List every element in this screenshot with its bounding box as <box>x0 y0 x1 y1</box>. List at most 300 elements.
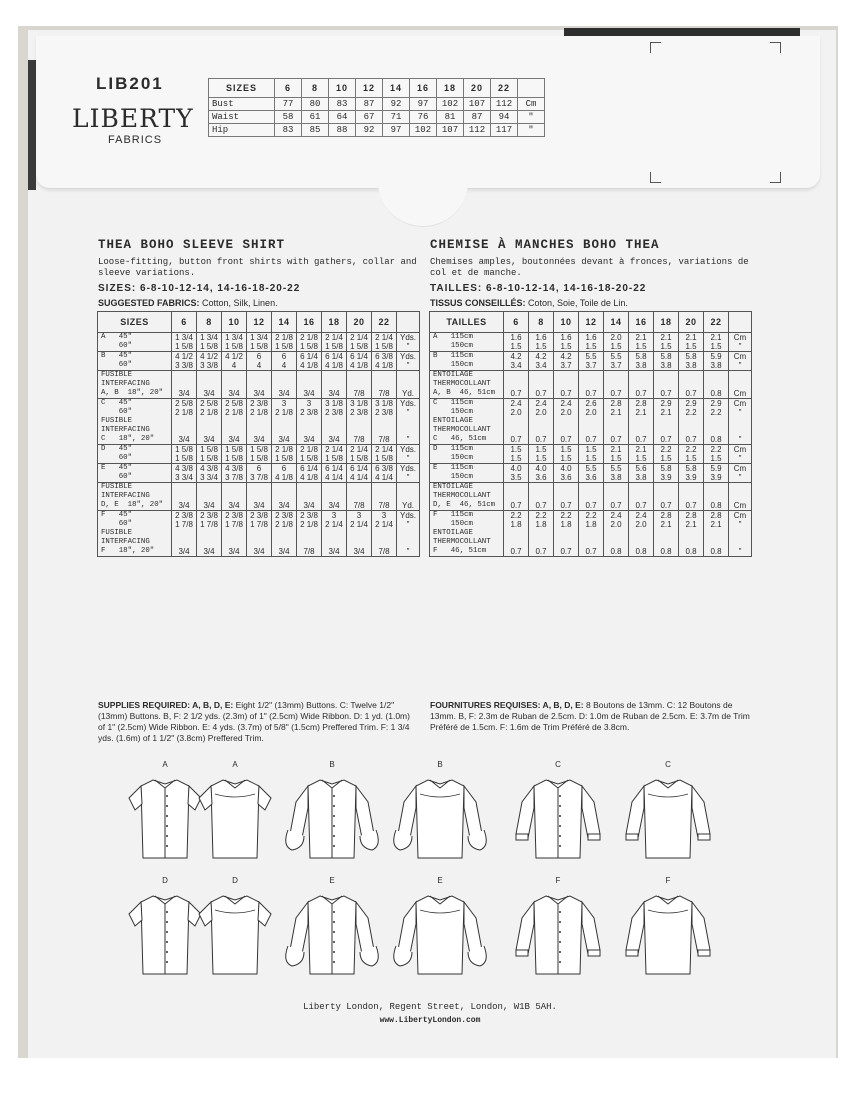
yardage-cell: 4.2 3.4 <box>504 352 529 371</box>
sketch-label: C <box>555 760 561 769</box>
yardage-cell: 2.2 1.8 0.7 <box>554 511 579 557</box>
size-header-cell: 12 <box>356 79 383 98</box>
shirt-sketch <box>618 888 718 983</box>
measurement-cell: 102 <box>410 124 437 137</box>
yardage-cell: 2 1/4 1 5/8 <box>372 333 397 352</box>
yardage-cell: 1 5/8 1 5/8 <box>222 445 247 464</box>
shirt-sketch <box>282 772 382 867</box>
yardage-cell: 4.0 3.5 <box>504 464 529 483</box>
yardage-unit-cell: Cm " <box>729 352 752 371</box>
measurement-cell: 64 <box>329 111 356 124</box>
shirt-sketch <box>185 772 285 867</box>
yardage-cell: 2 5/8 2 1/8 3/4 <box>172 399 197 445</box>
yardage-cell: 0.7 <box>679 483 704 511</box>
yardage-header-label: TAILLES <box>430 312 504 333</box>
sketch-label: C <box>665 760 671 769</box>
yardage-row-label: F 45" 60" FUSIBLE INTERFACING F 18", 20" <box>98 511 172 557</box>
footer-url[interactable]: www.LibertyLondon.com <box>379 1016 481 1025</box>
yardage-cell: 4.0 3.6 <box>529 464 554 483</box>
yardage-cell: 3 1/8 2 3/8 3/4 <box>322 399 347 445</box>
yardage-cell: 2.1 1.5 <box>654 333 679 352</box>
body-measurements-table <box>208 78 545 137</box>
yardage-cell: 0.7 <box>579 371 604 399</box>
yardage-size-cell: 20 <box>347 312 372 333</box>
measurement-cell: 80 <box>302 98 329 111</box>
size-header-cell: 8 <box>302 79 329 98</box>
french-column <box>430 238 756 308</box>
yardage-cell: 5.5 3.6 <box>579 464 604 483</box>
yardage-row-label: B 45" 60" <box>98 352 172 371</box>
measurement-row <box>209 124 545 137</box>
yardage-cell: 3/4 <box>272 371 297 399</box>
unit-header-cell <box>518 79 545 98</box>
yardage-row <box>98 371 420 399</box>
yardage-size-cell: 8 <box>197 312 222 333</box>
yardage-size-cell: 20 <box>679 312 704 333</box>
yardage-row-label: ENTOILAGE THERMOCOLLANT D, E 46, 51cm <box>430 483 504 511</box>
yardage-row-label: E 115cm 150cm <box>430 464 504 483</box>
yardage-cell: 2 1/4 1 5/8 <box>372 445 397 464</box>
yardage-cell: 3/4 <box>197 371 222 399</box>
yardage-cell: 2.8 2.1 0.7 <box>604 399 629 445</box>
footer-address: Liberty London, Regent Street, London, W1B 5AH. <box>303 1002 557 1012</box>
yardage-cell: 2.4 2.0 0.8 <box>629 511 654 557</box>
yardage-cell: 2 3/8 1 7/8 3/4 <box>197 511 222 557</box>
yardage-cell: 0.7 <box>604 483 629 511</box>
size-header-cell: 20 <box>464 79 491 98</box>
yardage-unit-header <box>729 312 752 333</box>
yardage-cell: 3/4 <box>222 483 247 511</box>
measurement-label: Hip <box>209 124 275 137</box>
shirt-sketch <box>508 888 608 983</box>
yardage-cell: 3/4 <box>197 483 222 511</box>
size-header-cell: 22 <box>491 79 518 98</box>
yardage-cell: 0.7 <box>529 483 554 511</box>
yardage-cell: 2 1/8 1 5/8 <box>297 333 322 352</box>
yardage-cell: 2.8 2.1 0.8 <box>654 511 679 557</box>
yardage-header-row <box>98 312 420 333</box>
yardage-cell: 4 3/8 3 3/4 <box>172 464 197 483</box>
measurement-cell: 102 <box>437 98 464 111</box>
measurement-cell: 67 <box>356 111 383 124</box>
yardage-cell: 6 4 1/8 <box>272 464 297 483</box>
yardage-cell: 5.8 3.9 <box>654 464 679 483</box>
yardage-cell: 7/8 <box>347 483 372 511</box>
size-header-cell: 18 <box>437 79 464 98</box>
yardage-cell: 3/4 <box>172 371 197 399</box>
yardage-unit-cell: Cm " " <box>729 399 752 445</box>
yardage-cell: 5.8 3.8 <box>679 352 704 371</box>
yardage-cell: 6 1/4 4 1/4 <box>347 464 372 483</box>
yardage-size-cell: 16 <box>297 312 322 333</box>
yardage-size-cell: 18 <box>322 312 347 333</box>
yardage-row-label: ENTOILAGE THERMOCOLLANT A, B 46, 51cm <box>430 371 504 399</box>
measurement-cell: 61 <box>302 111 329 124</box>
sketch-label: B <box>329 760 335 769</box>
yardage-cell: 3/4 <box>322 371 347 399</box>
yardage-size-cell: 6 <box>172 312 197 333</box>
measurement-cell: 97 <box>383 124 410 137</box>
shirt-sketch <box>508 772 608 867</box>
yardage-header-label: SIZES <box>98 312 172 333</box>
yardage-cell: 6 1/4 4 1/4 <box>322 464 347 483</box>
yardage-cell: 0.7 <box>654 371 679 399</box>
size-header-cell: 14 <box>383 79 410 98</box>
yardage-cell: 6 1/4 4 1/8 <box>322 352 347 371</box>
size-header-cell: 16 <box>410 79 437 98</box>
measurement-cell: 97 <box>410 98 437 111</box>
yardage-cell: 2.8 2.1 0.8 <box>704 511 729 557</box>
measurement-label: Bust <box>209 98 275 111</box>
english-supplies <box>98 700 418 744</box>
english-fabrics-label: SUGGESTED FABRICS: <box>98 298 200 308</box>
yardage-cell: 2.1 1.5 <box>604 445 629 464</box>
yardage-cell: 3/4 <box>297 483 322 511</box>
yardage-cell: 2.6 2.0 0.7 <box>579 399 604 445</box>
measurement-cell: 117 <box>491 124 518 137</box>
measurement-cell: 88 <box>329 124 356 137</box>
yardage-row-label: D 115cm 150cm <box>430 445 504 464</box>
yardage-cell: 5.8 3.8 <box>629 352 654 371</box>
yardage-row-label: A 45" 60" <box>98 333 172 352</box>
yardage-cell: 4.2 3.7 <box>554 352 579 371</box>
measurement-cell: 71 <box>383 111 410 124</box>
yardage-cell: 0.7 <box>629 371 654 399</box>
english-yardage-table <box>97 311 420 557</box>
yardage-cell: 2.2 1.5 <box>679 445 704 464</box>
english-description: Loose-fitting, button front shirts with gathers, collar and sleeve variations. <box>98 257 417 278</box>
measurement-cell: 76 <box>410 111 437 124</box>
yardage-size-cell: 14 <box>604 312 629 333</box>
yardage-cell: 2 1/4 1 5/8 <box>322 445 347 464</box>
yardage-unit-cell: Cm <box>729 371 752 399</box>
yardage-cell: 1.5 1.5 <box>504 445 529 464</box>
yardage-cell: 1.6 1.5 <box>529 333 554 352</box>
yardage-unit-cell: Yd. <box>397 371 420 399</box>
yardage-cell: 2.8 2.1 0.8 <box>679 511 704 557</box>
yardage-cell: 4 3/8 3 3/4 <box>197 464 222 483</box>
size-header-row <box>209 79 545 98</box>
yardage-cell: 2 1/8 1 5/8 <box>272 445 297 464</box>
yardage-row <box>430 445 752 464</box>
yardage-size-cell: 14 <box>272 312 297 333</box>
measurement-cell: 58 <box>275 111 302 124</box>
yardage-unit-cell: Yds. " <box>397 352 420 371</box>
yardage-cell: 4 1/2 3 3/8 <box>197 352 222 371</box>
sketch-label: E <box>329 876 335 885</box>
yardage-cell: 3 2 1/4 3/4 <box>322 511 347 557</box>
yardage-cell: 1.6 1.5 <box>504 333 529 352</box>
yardage-unit-cell: Yd. <box>397 483 420 511</box>
yardage-cell: 1 3/4 1 5/8 <box>222 333 247 352</box>
yardage-cell: 2 1/4 1 5/8 <box>347 333 372 352</box>
measurement-cell: 107 <box>437 124 464 137</box>
size-header-cell: 6 <box>275 79 302 98</box>
measurement-cell: 94 <box>491 111 518 124</box>
french-fabrics-list: Coton, Soie, Toile de Lin. <box>528 298 628 308</box>
yardage-cell: 2 1/8 1 5/8 <box>272 333 297 352</box>
french-sizes: TAILLES: 6-8-10-12-14, 14-16-18-20-22 <box>430 283 647 294</box>
yardage-cell: 4.2 3.4 <box>529 352 554 371</box>
yardage-row <box>98 399 420 445</box>
yardage-cell: 1 3/4 1 5/8 <box>172 333 197 352</box>
shirt-sketch <box>185 888 285 983</box>
english-fabrics <box>98 298 424 308</box>
measurement-cell: 83 <box>329 98 356 111</box>
measurement-row <box>209 111 545 124</box>
yardage-cell: 4 3/8 3 7/8 <box>222 464 247 483</box>
yardage-cell: 5.5 3.8 <box>604 464 629 483</box>
yardage-cell: 2 3/8 1 7/8 3/4 <box>222 511 247 557</box>
yardage-cell: 2.2 1.5 <box>704 445 729 464</box>
french-supplies-label: FOURNITURES REQUISES: A, B, D, E: <box>430 700 584 710</box>
yardage-cell: 3 2 1/4 3/4 <box>347 511 372 557</box>
yardage-cell: 2.9 2.2 0.7 <box>679 399 704 445</box>
french-description: Chemises amples, boutonnées devant à fronces, variations de col et de manche. <box>430 257 749 278</box>
yardage-cell: 5.8 3.8 <box>654 352 679 371</box>
english-supplies-text: Eight 1/2" (13mm) Buttons. C: Twelve 1/2" (13mm) Buttons. B, F: 2 1/2 yds. (2.3m) of 1" (2.5cm) Wide Ribbon. D: 1 yd. (1.0m) of 1" (2.5cm) Wide Ribbon. E: 4 yds. (3.7m) of 5/8" (1.5cm) Preffered Trim. F: 1 3/4 yds. (1.6m) of 1 1/2" (3.8cm) Preffered Trim. <box>98 700 410 743</box>
yardage-unit-header <box>397 312 420 333</box>
sketch-label: F <box>665 876 671 885</box>
yardage-cell: 3/4 <box>322 483 347 511</box>
yardage-cell: 2.8 2.1 0.7 <box>629 399 654 445</box>
yardage-header-row <box>430 312 752 333</box>
yardage-cell: 5.8 3.9 <box>679 464 704 483</box>
yardage-cell: 2 5/8 2 1/8 3/4 <box>222 399 247 445</box>
yardage-unit-cell: Cm " <box>729 445 752 464</box>
sketch-label: B <box>437 760 443 769</box>
yardage-cell: 2 3/8 2 1/8 7/8 <box>297 511 322 557</box>
yardage-size-cell: 22 <box>704 312 729 333</box>
yardage-row <box>98 445 420 464</box>
yardage-row <box>98 511 420 557</box>
yardage-cell: 4 1/2 4 <box>222 352 247 371</box>
shirt-sketch <box>282 888 382 983</box>
yardage-size-cell: 12 <box>247 312 272 333</box>
measurement-cell: 85 <box>302 124 329 137</box>
yardage-cell: 3/4 <box>297 371 322 399</box>
yardage-cell: 2 3/8 2 1/8 3/4 <box>247 399 272 445</box>
yardage-row-label: D 45" 60" <box>98 445 172 464</box>
yardage-size-cell: 8 <box>529 312 554 333</box>
size-header-cell: 10 <box>329 79 356 98</box>
yardage-cell: 6 1/4 4 1/8 <box>297 464 322 483</box>
yardage-row <box>430 371 752 399</box>
yardage-cell: 3/4 <box>247 483 272 511</box>
sketch-label: D <box>162 876 168 885</box>
yardage-cell: 7/8 <box>347 371 372 399</box>
sketch-label: F <box>555 876 561 885</box>
yardage-cell: 1.5 1.5 <box>579 445 604 464</box>
yardage-cell: 2.2 1.8 0.7 <box>579 511 604 557</box>
yardage-cell: 1 5/8 1 5/8 <box>172 445 197 464</box>
measurement-cell: 83 <box>275 124 302 137</box>
yardage-unit-cell: Yds. " <box>397 445 420 464</box>
yardage-size-cell: 10 <box>222 312 247 333</box>
yardage-cell: 1.5 1.5 <box>554 445 579 464</box>
crop-mark <box>650 42 661 53</box>
yardage-cell: 2 5/8 2 1/8 3/4 <box>197 399 222 445</box>
yardage-cell: 0.8 <box>704 483 729 511</box>
yardage-cell: 1 3/4 1 5/8 <box>197 333 222 352</box>
yardage-size-cell: 16 <box>629 312 654 333</box>
measurement-cell: 112 <box>491 98 518 111</box>
yardage-cell: 2 3/8 2 1/8 3/4 <box>272 511 297 557</box>
sketch-label: E <box>437 876 443 885</box>
english-title: THEA BOHO SLEEVE SHIRT <box>98 238 286 252</box>
yardage-cell: 3 2 1/4 7/8 <box>372 511 397 557</box>
measurement-unit: Cm <box>518 98 545 111</box>
french-yardage-table <box>429 311 752 557</box>
measurement-unit: " <box>518 111 545 124</box>
yardage-row-label: C 115cm 150cm ENTOILAGE THERMOCOLLANT C 46, 51cm <box>430 399 504 445</box>
sketch-label: A <box>232 760 238 769</box>
yardage-cell: 2.9 2.2 0.8 <box>704 399 729 445</box>
shirt-sketch <box>618 772 718 867</box>
measurement-label: Waist <box>209 111 275 124</box>
french-fabrics <box>430 298 756 308</box>
yardage-cell: 2.0 1.5 <box>604 333 629 352</box>
measurement-cell: 77 <box>275 98 302 111</box>
yardage-cell: 4 1/2 3 3/8 <box>172 352 197 371</box>
yardage-cell: 0.7 <box>654 483 679 511</box>
measurement-cell: 92 <box>356 124 383 137</box>
yardage-cell: 7/8 <box>372 483 397 511</box>
envelope-edge-left <box>28 60 36 190</box>
crop-mark <box>770 172 781 183</box>
yardage-cell: 5.5 3.7 <box>579 352 604 371</box>
yardage-cell: 2.1 1.5 <box>629 445 654 464</box>
yardage-cell: 7/8 <box>372 371 397 399</box>
yardage-unit-cell: Cm " <box>729 464 752 483</box>
yardage-size-cell: 22 <box>372 312 397 333</box>
yardage-cell: 6 4 <box>247 352 272 371</box>
shirt-sketch <box>390 772 490 867</box>
yardage-cell: 0.7 <box>504 483 529 511</box>
yardage-cell: 2 1/8 1 5/8 <box>297 445 322 464</box>
yardage-cell: 0.7 <box>629 483 654 511</box>
sketch-label: D <box>232 876 238 885</box>
yardage-cell: 0.7 <box>579 483 604 511</box>
yardage-size-cell: 10 <box>554 312 579 333</box>
yardage-cell: 3/4 <box>272 483 297 511</box>
yardage-cell: 0.7 <box>604 371 629 399</box>
yardage-cell: 0.7 <box>504 371 529 399</box>
crop-mark <box>650 172 661 183</box>
shirt-sketch <box>390 888 490 983</box>
yardage-unit-cell: Cm " <box>729 333 752 352</box>
yardage-row <box>430 464 752 483</box>
french-fabrics-label: TISSUS CONSEILLÉS: <box>430 298 526 308</box>
yardage-row-label: A 115cm 150cm <box>430 333 504 352</box>
yardage-cell: 2.4 2.0 0.7 <box>554 399 579 445</box>
size-header-label: SIZES <box>209 79 275 98</box>
yardage-cell: 0.7 <box>679 371 704 399</box>
yardage-cell: 3/4 <box>222 371 247 399</box>
yardage-cell: 1.6 1.5 <box>554 333 579 352</box>
measurement-cell: 107 <box>464 98 491 111</box>
yardage-cell: 2.9 2.1 0.7 <box>654 399 679 445</box>
yardage-cell: 1.5 1.5 <box>529 445 554 464</box>
yardage-cell: 0.7 <box>554 483 579 511</box>
measurement-cell: 92 <box>383 98 410 111</box>
yardage-unit-cell: Cm " " <box>729 511 752 557</box>
liberty-logo: LIBERTY <box>72 104 194 133</box>
measurement-row <box>209 98 545 111</box>
liberty-logo-sub: FABRICS <box>108 134 163 146</box>
french-title: CHEMISE À MANCHES BOHO THEA <box>430 238 660 252</box>
yardage-cell: 6 1/4 4 1/8 <box>347 352 372 371</box>
yardage-cell: 1.6 1.5 <box>579 333 604 352</box>
yardage-cell: 2 3/8 1 7/8 3/4 <box>172 511 197 557</box>
yardage-cell: 6 4 <box>272 352 297 371</box>
pattern-code: LIB201 <box>96 74 164 93</box>
yardage-row <box>98 464 420 483</box>
yardage-cell: 3/4 <box>172 483 197 511</box>
yardage-row-label: B 115cm 150cm <box>430 352 504 371</box>
yardage-row <box>430 399 752 445</box>
yardage-cell: 3/4 <box>247 371 272 399</box>
yardage-unit-cell: Yds. " " <box>397 511 420 557</box>
yardage-row <box>98 352 420 371</box>
yardage-cell: 3 1/8 2 3/8 7/8 <box>372 399 397 445</box>
yardage-unit-cell: Yds. " " <box>397 399 420 445</box>
measurement-unit: " <box>518 124 545 137</box>
yardage-cell: 2.1 1.5 <box>629 333 654 352</box>
yardage-row <box>430 333 752 352</box>
measurement-cell: 87 <box>356 98 383 111</box>
yardage-cell: 3 1/8 2 3/8 7/8 <box>347 399 372 445</box>
yardage-cell: 5.9 3.9 <box>704 464 729 483</box>
yardage-row <box>430 352 752 371</box>
yardage-cell: 2.2 1.5 <box>654 445 679 464</box>
yardage-cell: 3 2 1/8 3/4 <box>272 399 297 445</box>
yardage-unit-cell: Cm <box>729 483 752 511</box>
yardage-cell: 2.4 2.0 0.7 <box>529 399 554 445</box>
yardage-cell: 2.2 1.8 0.7 <box>529 511 554 557</box>
measurement-cell: 87 <box>464 111 491 124</box>
yardage-cell: 5.5 3.7 <box>604 352 629 371</box>
yardage-cell: 2.4 2.0 0.8 <box>604 511 629 557</box>
yardage-row-label: FUSIBLE INTERFACING A, B 18", 20" <box>98 371 172 399</box>
yardage-cell: 2 1/4 1 5/8 <box>322 333 347 352</box>
crop-mark <box>770 42 781 53</box>
yardage-size-cell: 6 <box>504 312 529 333</box>
yardage-cell: 1 5/8 1 5/8 <box>247 445 272 464</box>
yardage-cell: 2 3/8 1 7/8 3/4 <box>247 511 272 557</box>
english-supplies-label: SUPPLIES REQUIRED: A, B, D, E: <box>98 700 234 710</box>
yardage-cell: 4.0 3.6 <box>554 464 579 483</box>
yardage-size-cell: 12 <box>579 312 604 333</box>
yardage-unit-cell: Yds. " <box>397 333 420 352</box>
yardage-row-label: F 115cm 150cm ENTOILAGE THERMOCOLLANT F 46, 51cm <box>430 511 504 557</box>
english-sizes: SIZES: 6-8-10-12-14, 14-16-18-20-22 <box>98 283 301 294</box>
yardage-unit-cell: Yds. " <box>397 464 420 483</box>
yardage-cell: 5.6 3.8 <box>629 464 654 483</box>
measurement-cell: 112 <box>464 124 491 137</box>
yardage-row <box>430 483 752 511</box>
yardage-row-label: FUSIBLE INTERFACING D, E 18", 20" <box>98 483 172 511</box>
yardage-size-cell: 18 <box>654 312 679 333</box>
yardage-cell: 2.4 2.0 0.7 <box>504 399 529 445</box>
yardage-cell: 0.7 <box>529 371 554 399</box>
french-supplies <box>430 700 750 733</box>
english-column <box>98 238 424 308</box>
english-fabrics-list: Cotton, Silk, Linen. <box>202 298 278 308</box>
yardage-row-label: C 45" 60" FUSIBLE INTERFACING C 18", 20" <box>98 399 172 445</box>
yardage-cell: 2.1 1.5 <box>679 333 704 352</box>
yardage-row <box>98 483 420 511</box>
